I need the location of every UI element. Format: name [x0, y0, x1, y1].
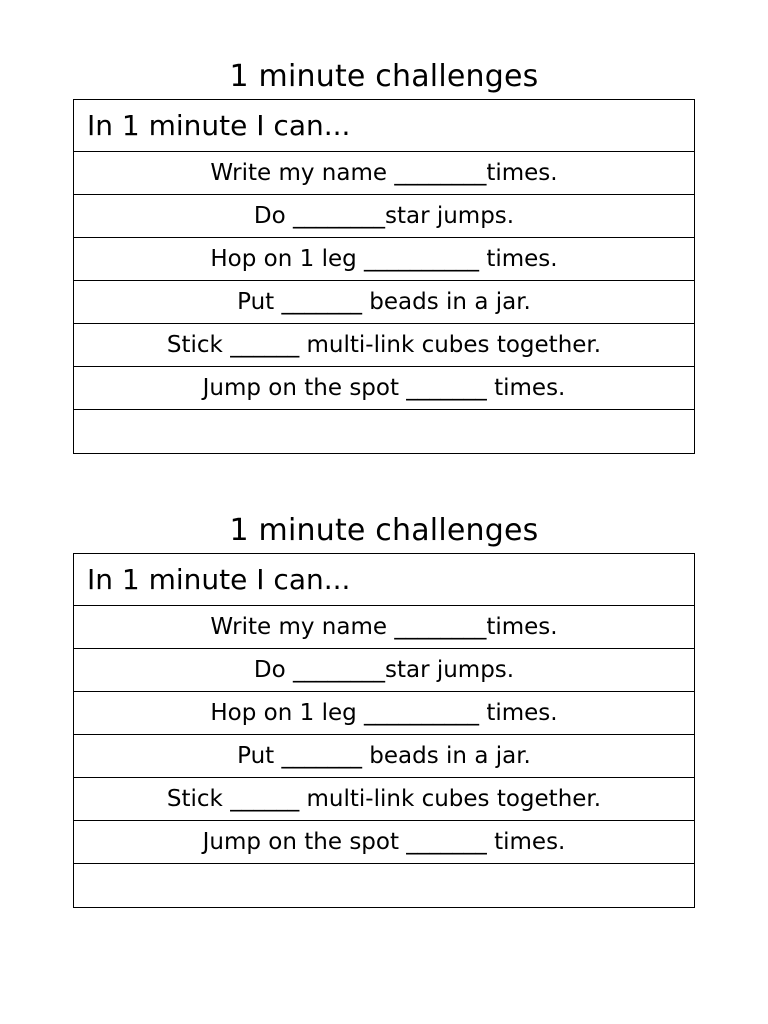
challenge-row-cubes: Stick ______ multi-link cubes together.	[74, 323, 694, 366]
challenge-row-hop: Hop on 1 leg __________ times.	[74, 237, 694, 280]
challenge-row-write-name: Write my name ________times.	[74, 605, 694, 648]
challenge-row-hop: Hop on 1 leg __________ times.	[74, 691, 694, 734]
table-header: In 1 minute I can...	[87, 563, 351, 596]
worksheet-2	[73, 509, 695, 908]
worksheet-1	[73, 55, 695, 454]
challenge-row-jump-spot: Jump on the spot _______ times.	[74, 366, 694, 409]
challenge-row-blank	[74, 409, 694, 453]
challenge-row-beads: Put _______ beads in a jar.	[74, 734, 694, 777]
challenge-row-cubes: Stick ______ multi-link cubes together.	[74, 777, 694, 820]
challenge-row-star-jumps: Do ________star jumps.	[74, 194, 694, 237]
challenge-row-blank	[74, 863, 694, 907]
table-header: In 1 minute I can...	[87, 109, 351, 142]
challenge-row-write-name: Write my name ________times.	[74, 151, 694, 194]
challenge-table	[73, 99, 695, 454]
worksheet-title: 1 minute challenges	[229, 59, 539, 94]
challenge-row-star-jumps: Do ________star jumps.	[74, 648, 694, 691]
worksheet-title: 1 minute challenges	[229, 513, 539, 548]
challenge-row-beads: Put _______ beads in a jar.	[74, 280, 694, 323]
challenge-table	[73, 553, 695, 908]
challenge-row-jump-spot: Jump on the spot _______ times.	[74, 820, 694, 863]
